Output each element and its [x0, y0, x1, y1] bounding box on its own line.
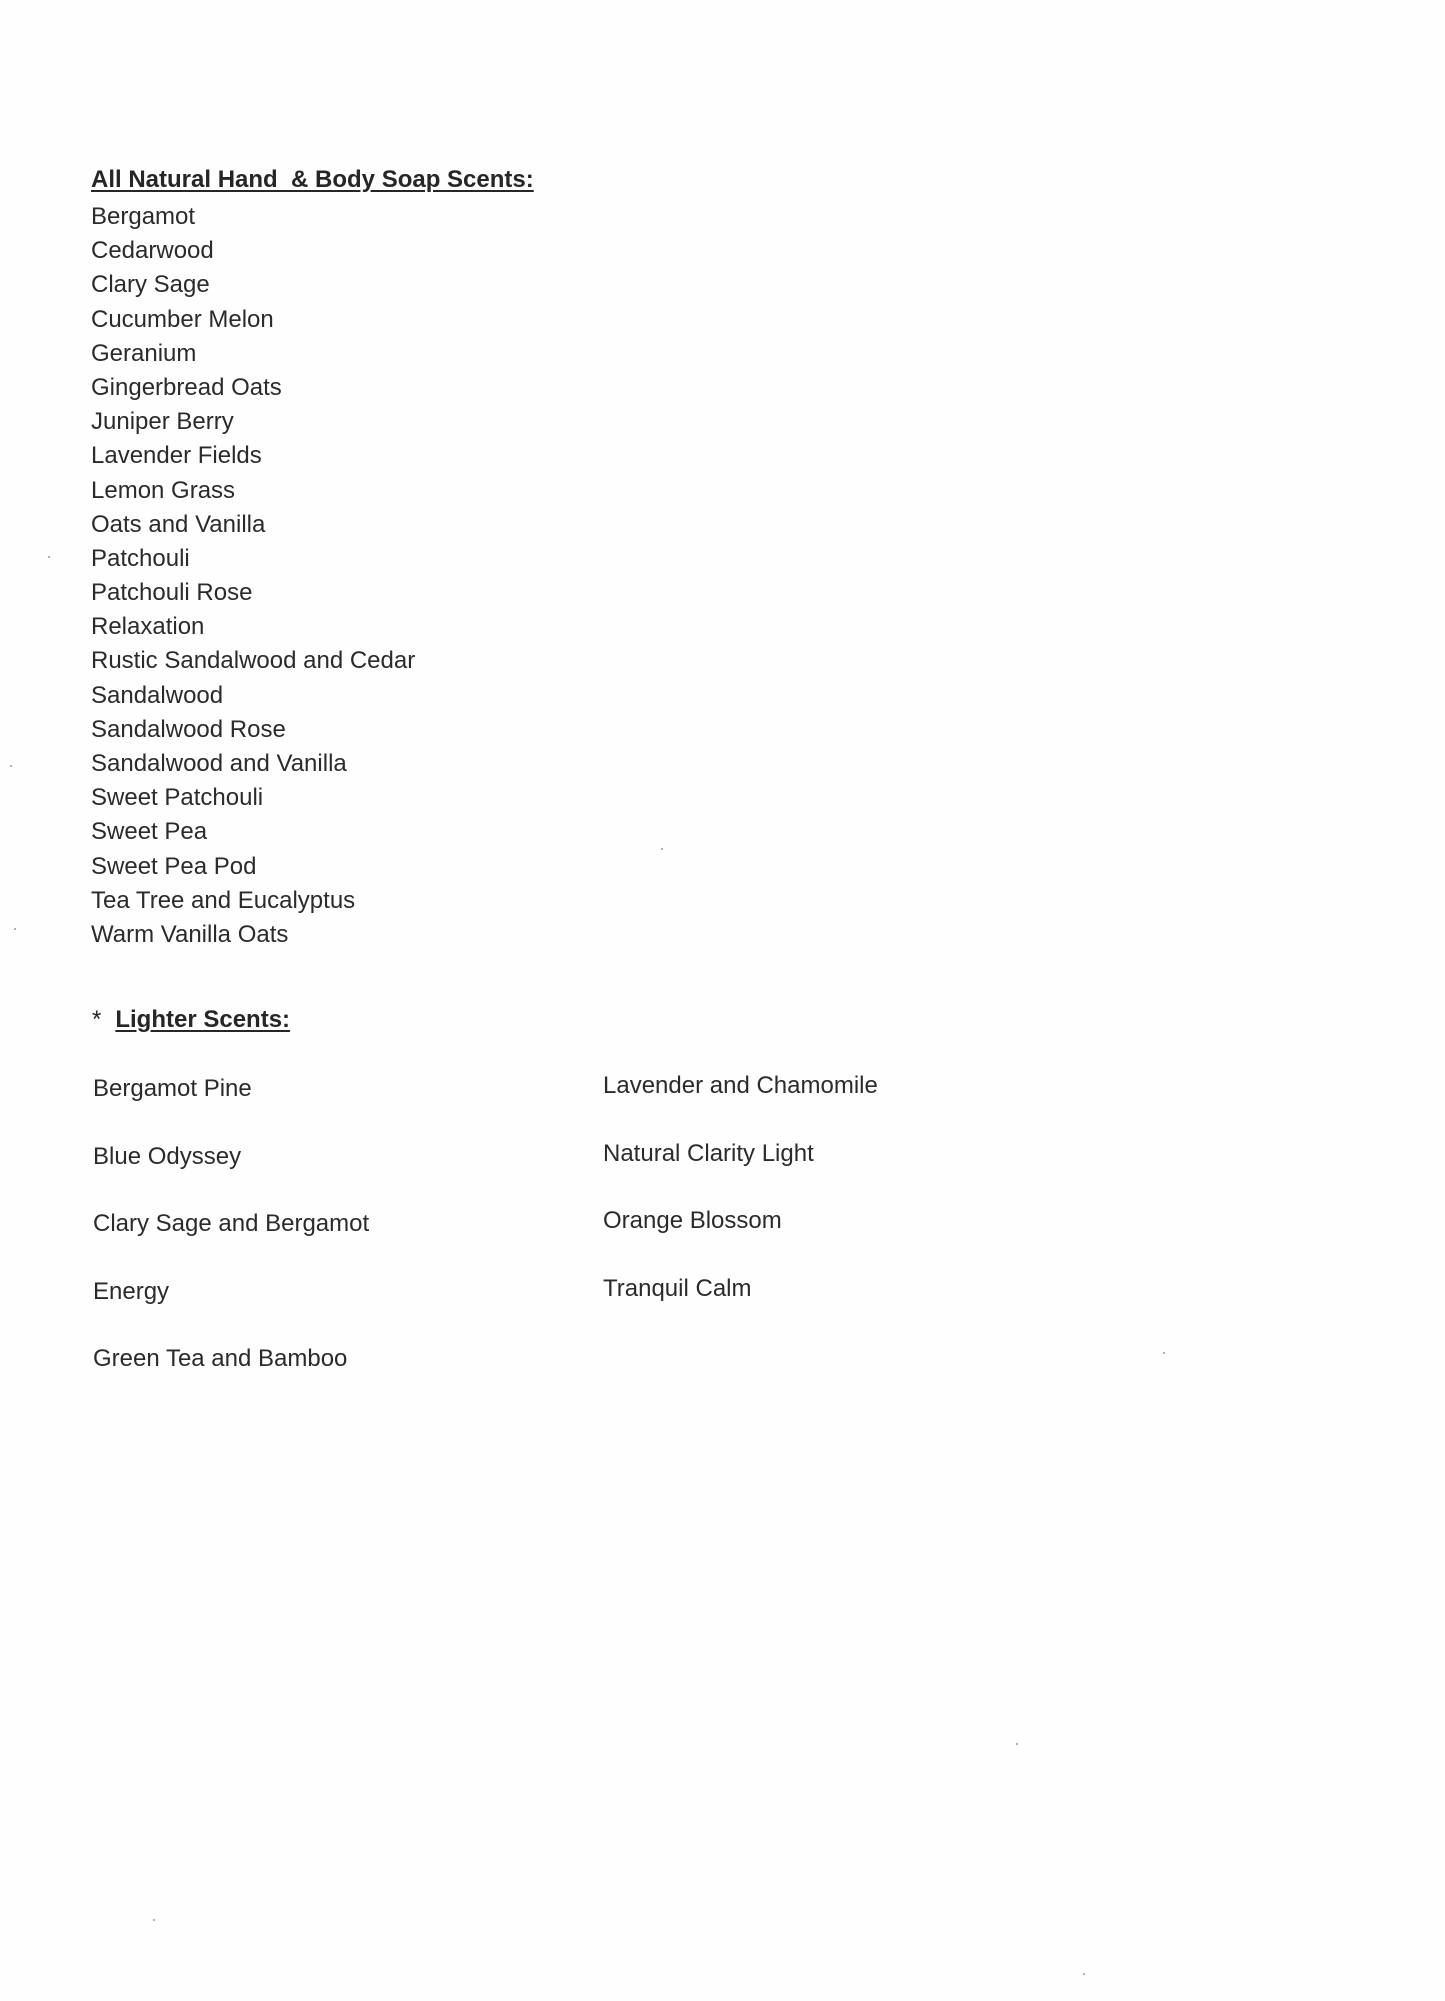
list-item: Geranium: [91, 339, 197, 367]
list-item: Blue Odyssey: [93, 1142, 242, 1170]
asterisk-marker: *: [92, 1006, 102, 1033]
document-title: All Natural Hand & Body Soap Scents:: [91, 166, 534, 193]
scan-speck: [661, 848, 663, 850]
list-item: Patchouli: [91, 544, 190, 572]
scan-speck: [10, 765, 12, 767]
list-item: Lavender Fields: [91, 442, 262, 470]
list-item: Patchouli Rose: [91, 579, 253, 607]
list-item: Bergamot Pine: [93, 1075, 252, 1102]
list-item: Sandalwood Rose: [91, 715, 286, 743]
scan-speck: [48, 556, 50, 558]
scent-list: [91, 200, 415, 952]
list-item: Sandalwood and Vanilla: [91, 750, 347, 777]
lighter-scents-left-column: [93, 1072, 369, 1410]
list-item: Cucumber Melon: [91, 305, 274, 333]
list-item: Sandalwood: [91, 681, 224, 709]
list-item: Warm Vanilla Oats: [91, 920, 289, 948]
scan-speck: [1016, 1743, 1018, 1745]
lighter-scents-label: Lighter Scents:: [115, 1006, 291, 1033]
list-item: Tranquil Calm: [603, 1274, 752, 1302]
scan-speck: [153, 1919, 155, 1921]
list-item: Gingerbread Oats: [91, 373, 282, 401]
list-item: Sweet Patchouli: [91, 784, 264, 812]
lighter-scents-heading: [92, 1006, 290, 1034]
list-item: Cedarwood: [91, 237, 214, 265]
list-item: Lemon Grass: [91, 476, 236, 504]
list-item: Relaxation: [91, 613, 205, 641]
list-item: Tea Tree and Eucalyptus: [91, 886, 356, 914]
list-item: Energy: [93, 1277, 170, 1305]
list-item: Sweet Pea Pod: [91, 852, 257, 880]
list-item: Oats and Vanilla: [91, 510, 266, 538]
lighter-scents-right-column: [603, 1069, 878, 1339]
list-item: Green Tea and Bamboo: [93, 1345, 348, 1372]
list-item: Clary Sage: [91, 271, 210, 299]
list-item: Orange Blossom: [603, 1207, 782, 1234]
list-item: Lavender and Chamomile: [603, 1072, 878, 1099]
list-item: Sweet Pea: [91, 818, 208, 846]
list-item: Rustic Sandalwood and Cedar: [91, 647, 416, 675]
list-item: Bergamot: [91, 203, 196, 230]
list-item: Juniper Berry: [91, 408, 234, 436]
scan-speck: [14, 928, 16, 930]
scan-speck: [1083, 1973, 1085, 1975]
list-item: Natural Clarity Light: [603, 1139, 814, 1167]
scan-speck: [1163, 1352, 1165, 1354]
list-item: Clary Sage and Bergamot: [93, 1210, 370, 1237]
